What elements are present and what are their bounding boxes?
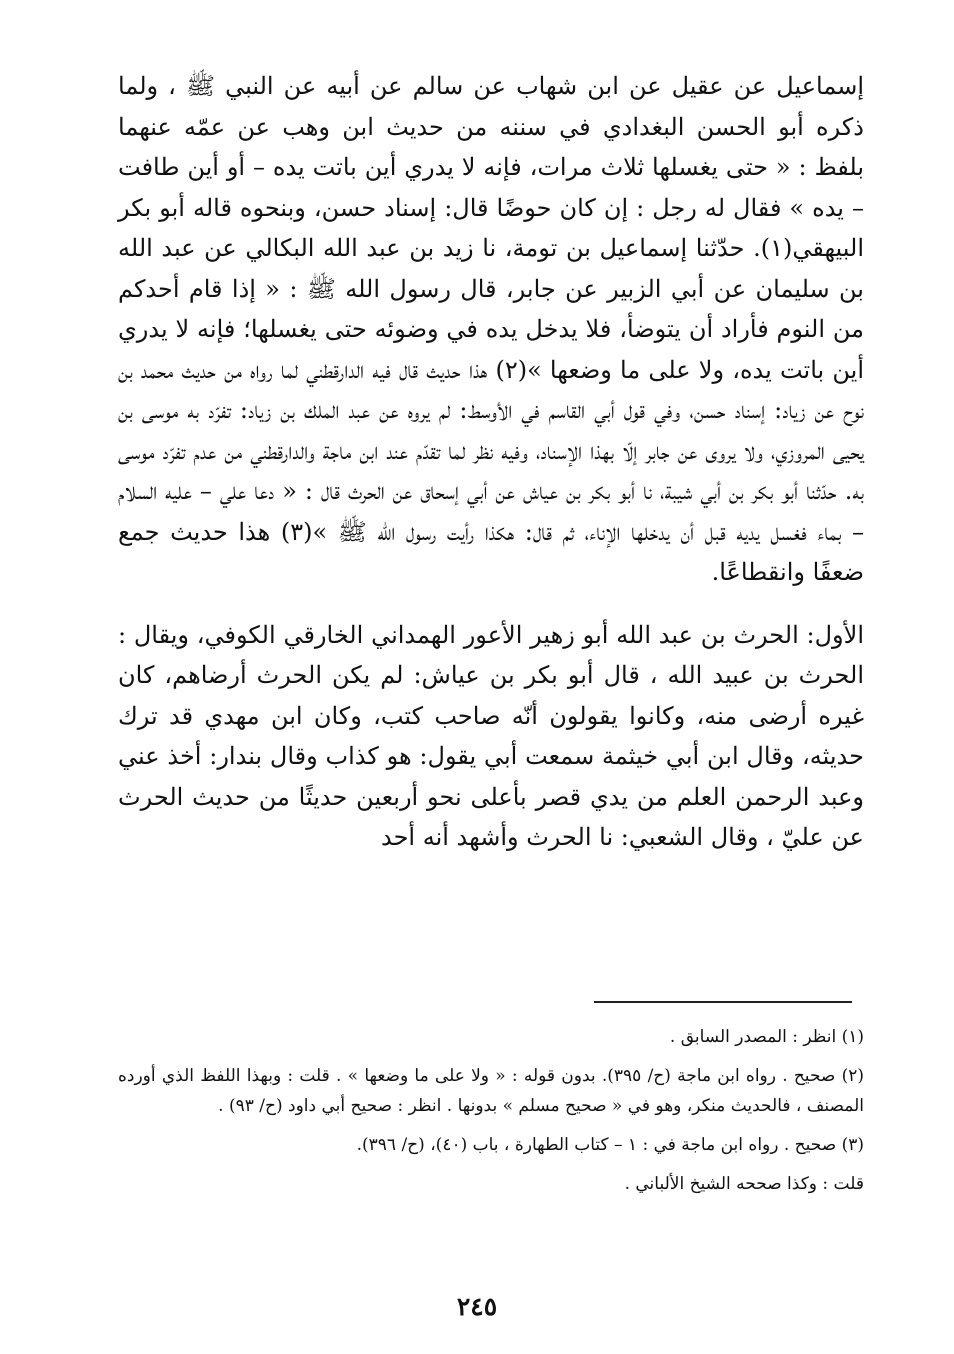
main-text: [118, 66, 864, 858]
footnote-1: (١) انظر : المصدر السابق .: [669, 1027, 864, 1047]
footnote-3: (٣) صحيح . رواه ابن ماجة في : ١ – كتاب الطهارة ، باب (٤٠)، (ح/ ٣٩٦).: [356, 1135, 864, 1155]
footnote-2: (٢) صحيح . رواه ابن ماجة (ح/ ٣٩٥). بدون قوله : « ولا على ما وضعها » . قلت : وبهذا اللفظ الذي أورده المصنف ، فالحديث منكر، وهو في « صحيح مسلم » بدونها . انظر : صحيح أبي داود (ح/ ٩٣) .: [118, 1066, 865, 1116]
paragraph-1: إسماعيل عن عقيل عن ابن شهاب عن سالم عن أبيه عن النبي ﷺ ، ولما ذكره أبو الحسن البغدادي في سننه من حديث ابن وهب عن عمّه عنهما بلفظ : « حتى يغسلها ثلاث مرات، فإنه لا يدري أين باتت يده – أو أين طافت – يده » فقال له رجل : إن كان حوضًا قال: إسناد حسن، وبنحوه قاله أبو بكر البيهقي(١). حدّثنا إسماعيل بن تومة، نا زيد بن عبد الله البكالي عن عبد الله بن سليمان عن أبي الزبير عن جابر، قال رسول الله ﷺ : « إذا قام أحدكم من النوم فأراد أن يتوضأ، فلا يدخل يده في وضوئه حتى يغسلها؛ فإنه لا يدري أين باتت يده، ولا على ما وضعها »(٢) هذا حديث قال فيه الدارقطني لما رواه من حديث محمد بن نوح عن زياد: إسناد حسن، وفي قول أبي القاسم في الأوسط: لم يروه عن عبد الملك بن زياد: تفرّد به موسى بن يحيى المروزي، ولا يروى عن جابر إلّا بهذا الإسناد، وفيه نظر لما تقدّم عند ابن ماجة والدارقطني من عدم تفرّد موسى به. حدّثنا أبو بكر بن أبي شيبة، نا أبو بكر بن عياش عن أبي إسحاق عن الحرث قال : « دعا علي – عليه السلام – بماء فغسل يديه قبل أن يدخلها الإناء، ثم قال: هكذا رأيت رسول الله ﷺ »(٣) هذا حديث جمع ضعفًا وانقطاعًا.: [118, 72, 864, 586]
page-number: ٢٤٥: [456, 1292, 498, 1321]
footnote-note: قلت : وكذا صححه الشيخ الألباني .: [624, 1174, 864, 1194]
footnote-separator: [594, 1001, 852, 1003]
paragraph-2: الأول: الحرث بن عبد الله أبو زهير الأعور الهمداني الخارقي الكوفي، ويقال : الحرث بن عبيد الله ، قال أبو بكر بن عياش: لم يكن الحرث أرضاهم، كان غيره أرضى منه، وكانوا يقولون أنّه صاحب كتب، وكان ابن مهدي قد ترك حديثه، وقال ابن أبي خيثمة سمعت أبي يقول: هو كذاب وقال بندار: أخذ عني وعبد الرحمن العلم من يدي قصر بأعلى نحو أربعين حديثًا من حديث الحرث عن عليّ ، وقال الشعبي: نا الحرث وأشهد أنه أحد: [118, 620, 864, 851]
footnotes: [118, 1022, 864, 1208]
